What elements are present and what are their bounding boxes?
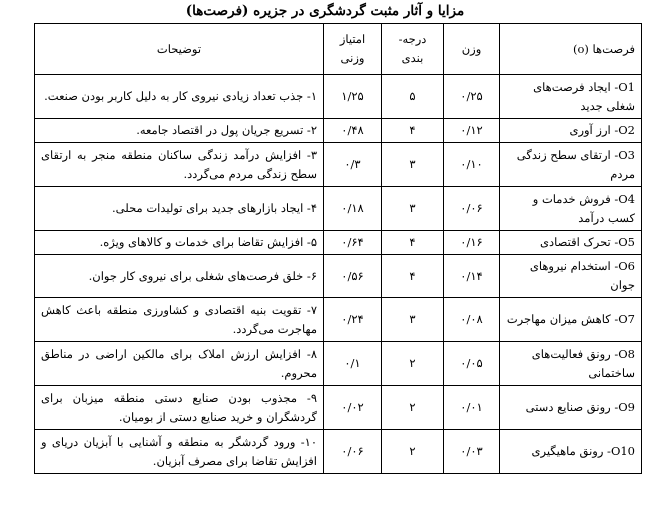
opportunity-name: - کاهش میزان مهاجرت xyxy=(506,312,619,326)
table-row xyxy=(35,430,642,474)
cell-rank: ۲ xyxy=(382,386,444,430)
cell-description: ۴- ایجاد بازارهای جدید برای تولیدات محلی. xyxy=(35,187,324,231)
cell-description: ۱- جذب تعداد زیادی نیروی کار به دلیل کاربر بودن صنعت. xyxy=(35,75,324,119)
cell-weight: ۰/۱۴ xyxy=(444,255,500,298)
cell-rank: ۳ xyxy=(382,187,444,231)
cell-weighted-score: ۰/۱۸ xyxy=(324,187,382,231)
cell-weighted-score: ۰/۶۴ xyxy=(324,231,382,255)
cell-rank: ۴ xyxy=(382,255,444,298)
cell-rank: ۴ xyxy=(382,231,444,255)
cell-rank: ۲ xyxy=(382,430,444,474)
table-row xyxy=(35,386,642,430)
cell-rank: ۳ xyxy=(382,143,444,187)
cell-weight: ۰/۰۶ xyxy=(444,187,500,231)
table-row xyxy=(35,119,642,143)
header-weighted-score: امتیاز وزنی xyxy=(324,24,382,75)
opportunity-code: O4 xyxy=(618,191,635,206)
cell-weighted-score: ۰/۵۶ xyxy=(324,255,382,298)
cell-rank: ۵ xyxy=(382,75,444,119)
cell-description: ۹- مجذوب بودن صنایع دستی منطقه میزبان برای گردشگران و خرید صنایع دستی از بومیان. xyxy=(35,386,324,430)
cell-weight: ۰/۰۸ xyxy=(444,298,500,342)
cell-weight: ۰/۰۳ xyxy=(444,430,500,474)
table-row xyxy=(35,298,642,342)
cell-rank: ۴ xyxy=(382,119,444,143)
opportunity-name: - ارز آوری xyxy=(569,123,619,137)
table-header-row xyxy=(35,24,642,75)
cell-weighted-score: ۰/۱ xyxy=(324,342,382,386)
header-weight: وزن xyxy=(444,24,500,75)
opportunity-code: O3 xyxy=(618,147,635,162)
opportunity-code: O6 xyxy=(618,259,635,273)
cell-description: ۷- تقویت بنیه اقتصادی و کشاورزی منطقه باعث کاهش مهاجرت می‌گردد. xyxy=(35,298,324,342)
cell-weight: ۰/۲۵ xyxy=(444,75,500,119)
table-row xyxy=(35,342,642,386)
opportunity-name: - استخدام نیروهای جوان xyxy=(529,259,635,292)
cell-opportunity xyxy=(500,430,642,474)
table-row xyxy=(35,255,642,298)
cell-weight: ۰/۱۰ xyxy=(444,143,500,187)
opportunity-code: O8 xyxy=(618,346,635,361)
cell-opportunity xyxy=(500,75,642,119)
cell-opportunity xyxy=(500,119,642,143)
cell-weighted-score: ۰/۰۶ xyxy=(324,430,382,474)
header-rank: درجه‌-بندی xyxy=(382,24,444,75)
opportunity-code: O5 xyxy=(618,235,635,249)
table-title: مزایا و آثار مثبت گردشگری در جزیره (فرصت‌ها) xyxy=(185,3,465,19)
cell-description: ۶- خلق فرصت‌های شغلی برای نیروی کار جوان. xyxy=(35,255,324,298)
cell-opportunity xyxy=(500,231,642,255)
opportunity-code: O1 xyxy=(618,79,635,94)
cell-opportunity xyxy=(500,342,642,386)
header-description: توضیحات xyxy=(35,24,324,75)
opportunity-name: - رونق ماهیگیری xyxy=(531,444,611,458)
opportunity-name: - فروش خدمات و کسب درآمد xyxy=(532,191,635,225)
table-row xyxy=(35,143,642,187)
opportunity-name: - ارتقای سطح زندگی مردم xyxy=(516,147,635,181)
cell-weighted-score: ۰/۴۸ xyxy=(324,119,382,143)
table-row xyxy=(35,75,642,119)
cell-description: ۸- افزایش ارزش املاک برای مالکین اراضی در مناطق محروم. xyxy=(35,342,324,386)
cell-opportunity xyxy=(500,386,642,430)
cell-weighted-score: ۰/۳ xyxy=(324,143,382,187)
cell-opportunity xyxy=(500,255,642,298)
cell-weight: ۰/۱۲ xyxy=(444,119,500,143)
opportunity-name: - ایجاد فرصت‌های شغلی جدید xyxy=(533,79,635,113)
opportunity-code: O10 xyxy=(610,444,635,458)
header-opportunity: فرصت‌ها (o) xyxy=(500,24,642,75)
cell-weighted-score: ۰/۲۴ xyxy=(324,298,382,342)
opportunity-code: O9 xyxy=(618,400,635,414)
cell-weight: ۰/۱۶ xyxy=(444,231,500,255)
opportunities-table xyxy=(34,23,642,474)
cell-weight: ۰/۰۵ xyxy=(444,342,500,386)
cell-opportunity xyxy=(500,187,642,231)
cell-opportunity xyxy=(500,143,642,187)
cell-description: ۲- تسریع جریان پول در اقتصاد جامعه. xyxy=(35,119,324,143)
opportunity-code: O2 xyxy=(618,123,635,137)
cell-weight: ۰/۰۱ xyxy=(444,386,500,430)
cell-description: ۱۰- ورود گردشگر به منطقه و آشنایی با آبزیان دریای و افزایش تقاضا برای مصرف آبزیان. xyxy=(35,430,324,474)
cell-weighted-score: ۱/۲۵ xyxy=(324,75,382,119)
cell-description: ۳- افزایش درآمد زندگی ساکنان منطقه منجر به ارتقای سطح زندگی مردم می‌گردد. xyxy=(35,143,324,187)
table-row xyxy=(35,187,642,231)
opportunity-name: - تحرک اقتصادی xyxy=(540,235,619,249)
opportunity-code: O7 xyxy=(618,312,635,326)
opportunity-name: - رونق فعالیت‌های ساختمانی xyxy=(531,346,635,380)
cell-rank: ۳ xyxy=(382,298,444,342)
cell-description: ۵- افزایش تقاضا برای خدمات و کالاهای ویژه. xyxy=(35,231,324,255)
cell-weighted-score: ۰/۰۲ xyxy=(324,386,382,430)
opportunity-name: - رونق صنایع دستی xyxy=(525,400,619,414)
table-row xyxy=(35,231,642,255)
cell-opportunity xyxy=(500,298,642,342)
cell-rank: ۲ xyxy=(382,342,444,386)
